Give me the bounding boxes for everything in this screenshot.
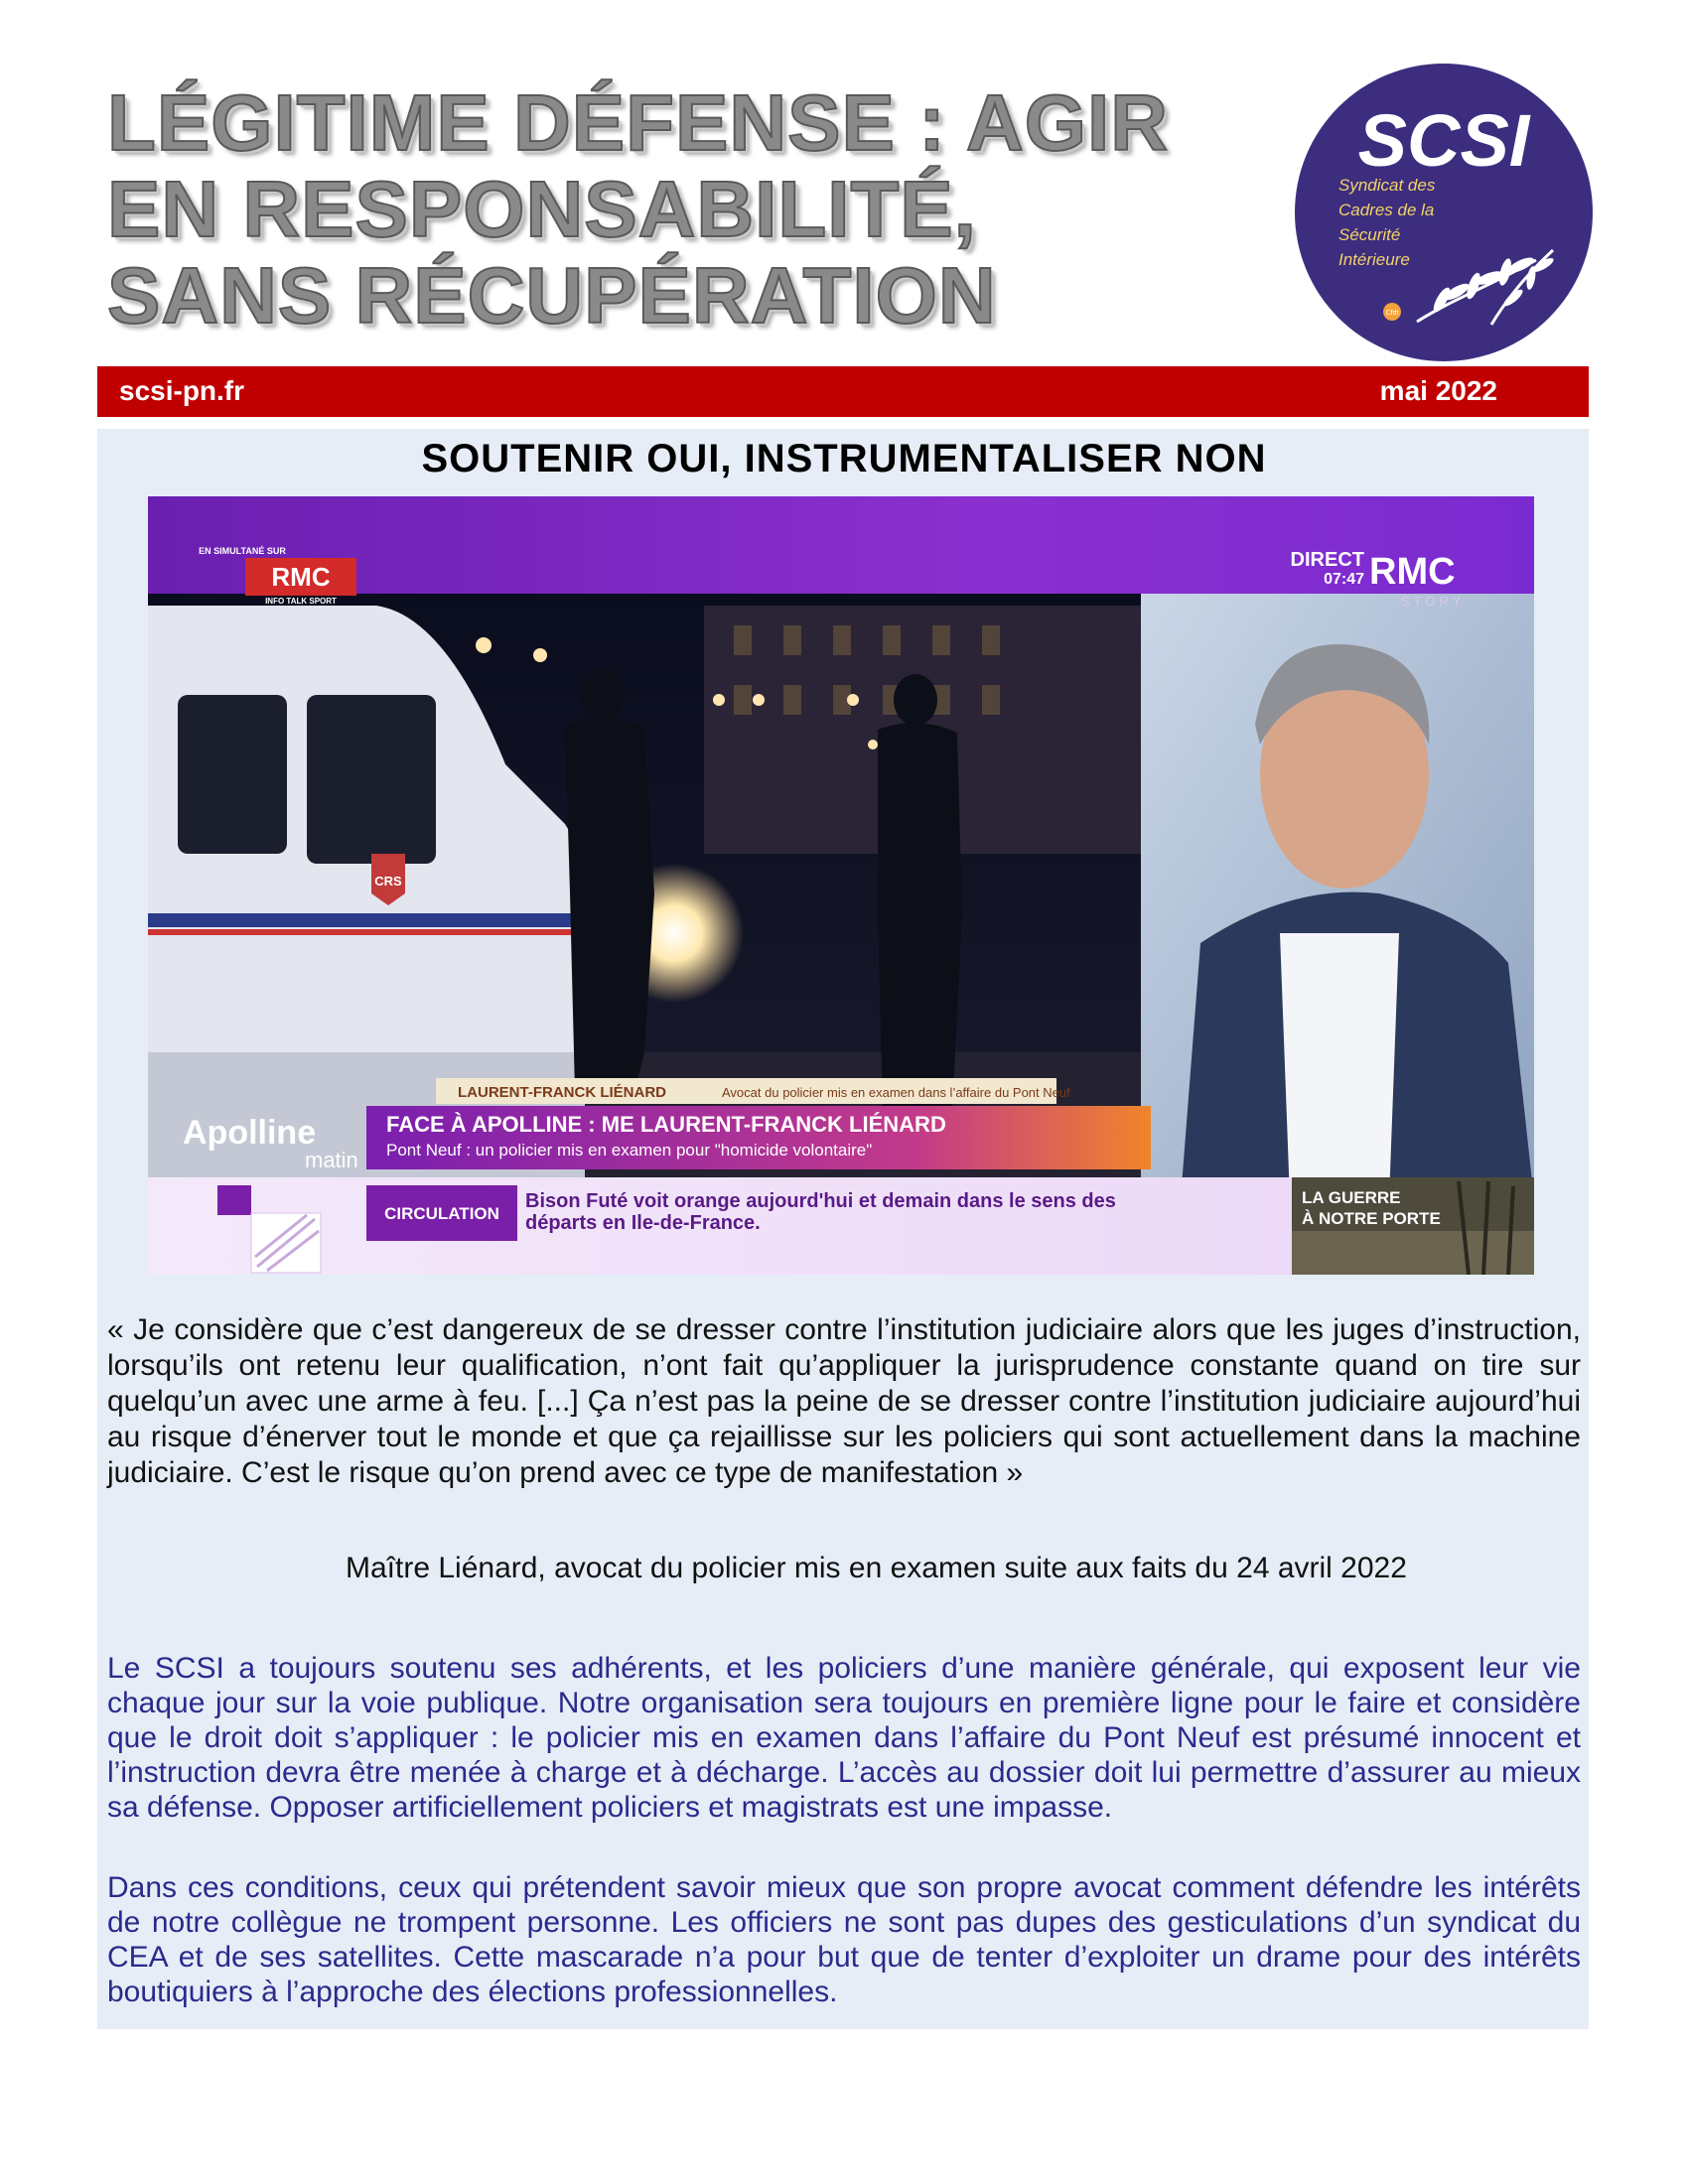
tv-screenshot <box>148 496 1534 1275</box>
name-tag: LAURENT-FRANCK LIÉNARD <box>458 1084 666 1101</box>
title-line-2: EN RESPONSABILITÉ, <box>107 165 977 253</box>
clock: 07:47 <box>1324 571 1364 588</box>
rmc-tagline: INFO TALK SPORT <box>265 597 337 606</box>
show-name: Apolline <box>183 1114 317 1152</box>
ticker-label: CIRCULATION <box>384 1204 499 1223</box>
logo-name-line-4: Intérieure <box>1338 250 1410 269</box>
quote-attribution: Maître Liénard, avocat du policier mis en examen suite aux faits du 24 avril 2022 <box>346 1552 1407 1584</box>
title-line-1: LÉGITIME DÉFENSE : AGIR <box>107 78 1169 167</box>
name-role: Avocat du policier mis en examen dans l’affaire du Pont Neuf <box>722 1085 1070 1100</box>
page-title <box>107 79 1249 339</box>
simulcast-label: EN SIMULTANÉ SUR <box>199 546 286 556</box>
ticker-text-2: départs en Ile-de-France. <box>525 1212 761 1234</box>
logo-name-line-2: Cadres de la <box>1338 201 1435 219</box>
tv-subheadline: Pont Neuf : un policier mis en examen pour "homicide volontaire" <box>386 1141 873 1160</box>
promo-line-1: LA GUERRE <box>1302 1188 1401 1207</box>
paragraph-1: Le SCSI a toujours soutenu ses adhérents, et les policiers d’une manière générale, qui exposent leur vie chaque jour sur la voie publique. Notre organisation sera toujours en première ligne pour le faire et considère que le droit doit s’appliquer : le policier mis en examen dans l’affaire du Pont Neuf est présumé innocent et l’instruction devra être menée à charge et à décharge. L’accès au dossier doit lui permettre d’assurer au mieux sa défense. Opposer artificiellement policiers et magistrats est une impasse. <box>107 1652 1581 1824</box>
channel-rmc: RMC <box>1369 551 1456 593</box>
show-sub: matin <box>305 1148 358 1172</box>
direct-label: DIRECT <box>1290 549 1364 571</box>
promo-line-2: À NOTRE PORTE <box>1302 1209 1441 1228</box>
logo-name-line-3: Sécurité <box>1338 225 1401 244</box>
issue-date: mai 2022 <box>1379 375 1497 406</box>
logo-name-line-1: Syndicat des <box>1338 176 1436 195</box>
quote: « Je considère que c’est dangereux de se dresser contre l’institution judiciaire alors que les juges d’instruction, lorsqu’ils ont retenu leur qualification, n’ont fait qu’appliquer la jurisprudence constante quand on tire sur quelqu’un avec une arme à feu. [...] Ça n’est pas la peine de se dresser contre l’institution judiciaire aujourd’hui au risque d’énerver tout le monde et que ça rejaillisse sur les policiers qui sont actuellement dans la machine judiciaire. C’est le risque qu’on prend avec ce type de manifestation » <box>107 1313 1581 1489</box>
tv-headline: FACE À APOLLINE : ME LAURENT-FRANCK LIÉNARD <box>386 1112 946 1137</box>
scsi-logo <box>1293 62 1595 363</box>
van-marking: CRS <box>374 874 402 888</box>
channel-story: STORY <box>1401 594 1466 609</box>
ticker-text-1: Bison Futé voit orange aujourd'hui et demain dans le sens des <box>525 1190 1116 1212</box>
rmc-logo: RMC <box>271 562 331 592</box>
article-subtitle: SOUTENIR OUI, INSTRUMENTALISER NON <box>421 437 1267 480</box>
logo-acronym: SCSI <box>1357 99 1530 182</box>
title-line-3: SANS RÉCUPÉRATION <box>107 251 997 340</box>
paragraph-2: Dans ces conditions, ceux qui prétendent savoir mieux que son propre avocat comment défendre les intérêts de notre collègue ne trompent personne. Les officiers ne sont pas dupes des gesticulations d’un syndicat du CEA et de ses satellites. Cette mascarade n’a pour but que de tenter d’exploiter un drame pour des intérêts boutiquiers à l’approche des élections professionnelles. <box>107 1871 1581 2008</box>
header-bar <box>97 366 1589 417</box>
website-link[interactable]: scsi-pn.fr <box>119 375 245 406</box>
cfdt-badge-text: Cfdt <box>1385 310 1399 317</box>
